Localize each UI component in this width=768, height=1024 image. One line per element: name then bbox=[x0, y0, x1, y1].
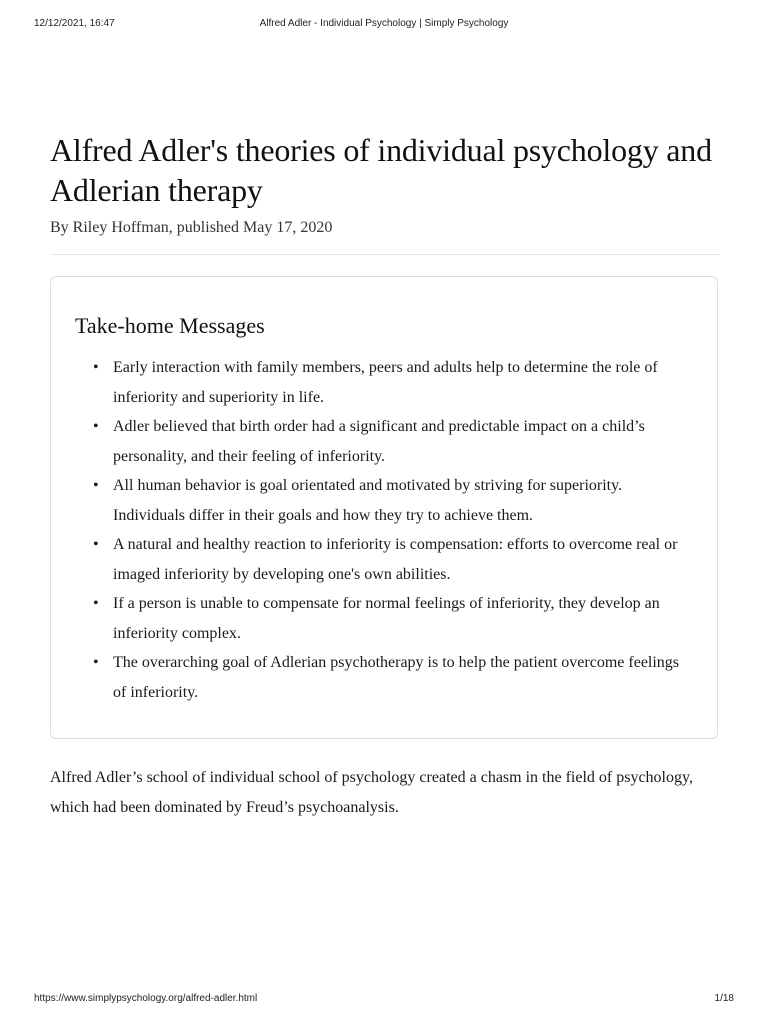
print-page-title: Alfred Adler - Individual Psychology | Simply Psychology bbox=[259, 18, 509, 29]
bullet-icon: • bbox=[93, 418, 99, 435]
takehome-item bbox=[75, 530, 693, 589]
takehome-list bbox=[75, 353, 693, 707]
takehome-item-text: Early interaction with family members, peers and adults help to determine the role of inferiority and superiority in life. bbox=[113, 359, 658, 406]
article-byline: By Riley Hoffman, published May 17, 2020 bbox=[50, 219, 333, 236]
takehome-item-text: All human behavior is goal orientated and motivated by striving for superiority. Individuals differ in their goals and how they try to achieve them. bbox=[113, 477, 623, 524]
article bbox=[50, 130, 720, 823]
takehome-item bbox=[75, 589, 693, 648]
bullet-icon: • bbox=[93, 595, 99, 612]
takehome-item-text: A natural and healthy reaction to inferiority is compensation: efforts to overcome real or imaged inferiority by developing one's own abilities. bbox=[113, 536, 678, 583]
bullet-icon: • bbox=[93, 654, 99, 671]
bullet-icon: • bbox=[93, 477, 99, 494]
bullet-icon: • bbox=[93, 536, 99, 553]
body-paragraph: Alfred Adler’s school of individual school of psychology created a chasm in the field of psychology, which had been dominated by Freud’s psychoanalysis. bbox=[50, 769, 693, 816]
takehome-item bbox=[75, 353, 693, 412]
takehome-item bbox=[75, 471, 693, 530]
takehome-item bbox=[75, 412, 693, 471]
takehome-item bbox=[75, 648, 693, 707]
title-divider bbox=[50, 254, 720, 255]
print-page-indicator: 1/18 bbox=[714, 993, 734, 1004]
takehome-item-text: If a person is unable to compensate for normal feelings of inferiority, they develop an inferiority complex. bbox=[113, 595, 660, 642]
print-datetime: 12/12/2021, 16:47 bbox=[34, 18, 115, 29]
print-footer bbox=[34, 993, 734, 1007]
takehome-item-text: Adler believed that birth order had a significant and predictable impact on a child’s personality, and their feeling of inferiority. bbox=[113, 418, 645, 465]
print-header bbox=[34, 18, 734, 32]
bullet-icon: • bbox=[93, 359, 99, 376]
article-title: Alfred Adler's theories of individual psychology and Adlerian therapy bbox=[50, 132, 712, 208]
print-url-link[interactable]: https://www.simplypsychology.org/alfred-adler.html bbox=[34, 993, 258, 1004]
takehome-item-text: The overarching goal of Adlerian psychotherapy is to help the patient overcome feelings of inferiority. bbox=[113, 654, 680, 701]
takehome-heading: Take-home Messages bbox=[75, 313, 265, 338]
takehome-box bbox=[50, 276, 718, 739]
